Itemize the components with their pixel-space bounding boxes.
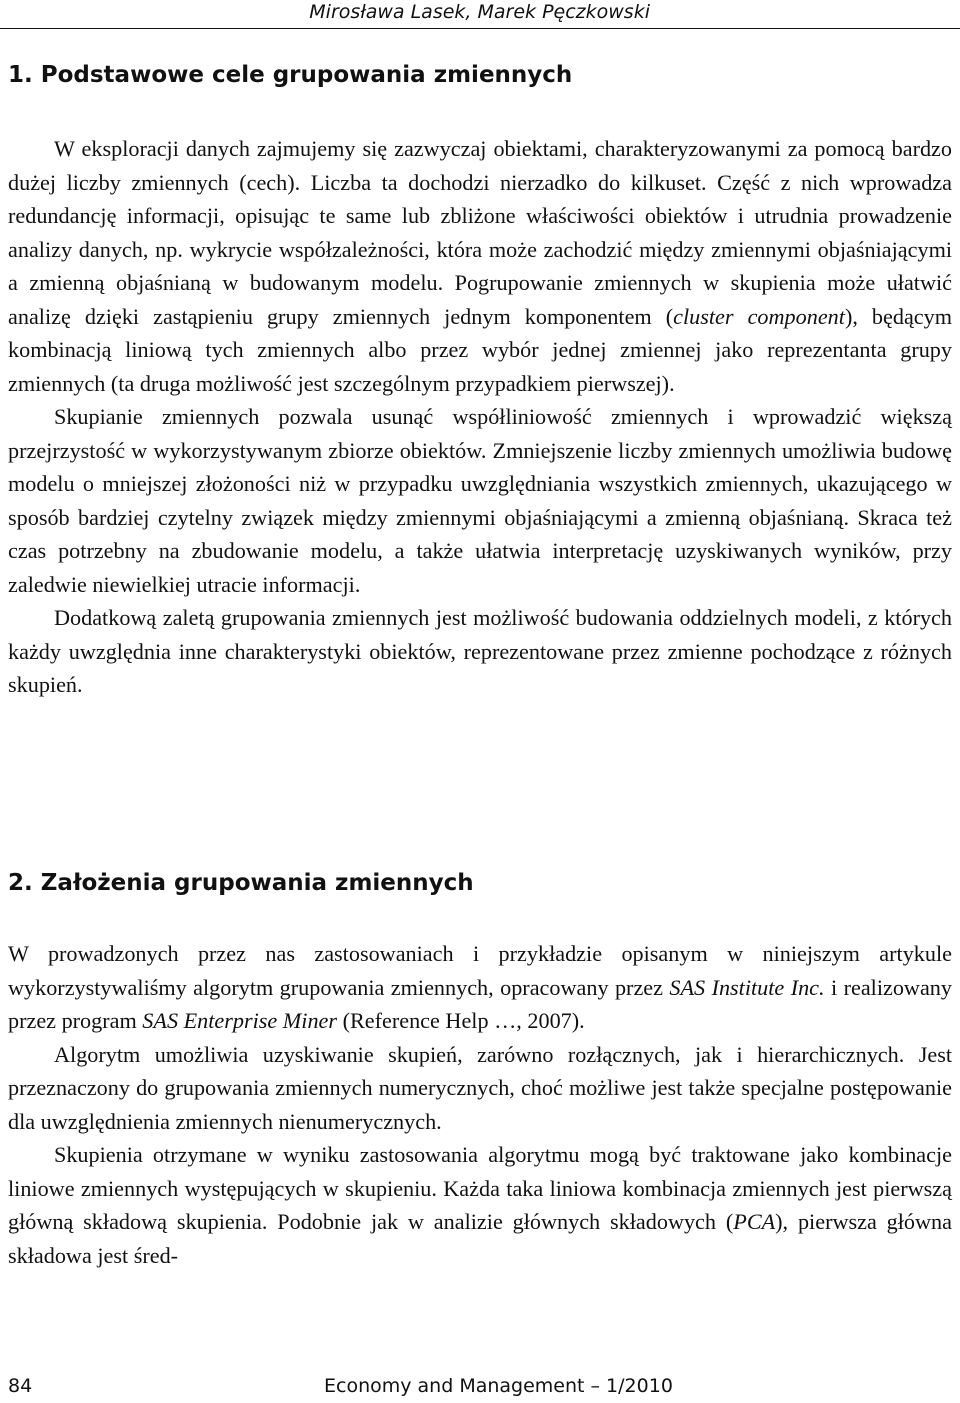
section-2-paragraph-3: Skupienia otrzymane w wyniku zastosowania algorytmu mogą być traktowane jako kombinacje liniowe zmiennych występujących w skupieniu. Każda taka liniowa kombinacja zmiennych jest pierwszą główną składową skupienia. Podobnie jak w analizie głównych składowych (PCA), pierwsza główna składowa jest śred-	[8, 1142, 952, 1268]
section-1-heading: 1. Podstawowe cele grupowania zmiennych	[8, 62, 573, 88]
section-2-heading: 2. Założenia grupowania zmiennych	[8, 870, 474, 896]
section-1-body	[8, 132, 952, 702]
section-1-paragraph-2: Skupianie zmiennych pozwala usunąć współliniowość zmiennych i wprowadzić większą przejrzystość w wykorzystywanym zbiorze obiektów. Zmniejszenie liczby zmiennych umożliwia budowę modelu o mniejszej złożoności niż w przypadku uwzględniania wszystkich zmiennych, ukazującego w sposób bardziej czytelny związek między zmiennymi objaśniającymi a zmienną objaśnianą. Skraca też czas potrzebny na zbudowanie modelu, a także ułatwia interpretację uzyskiwanych wyników, przy zaledwie niewielkiej utracie informacji.	[8, 404, 952, 597]
section-2-body	[8, 937, 952, 1272]
emphasis-term: cluster component	[673, 303, 845, 329]
emphasis-abbreviation: PCA	[733, 1209, 776, 1234]
emphasis-company: SAS Institute Inc.	[669, 974, 825, 1000]
page-number: 84	[8, 1375, 33, 1397]
page-footer	[8, 1374, 673, 1398]
running-head-authors: Mirosława Lasek, Marek Pęczkowski	[309, 1, 650, 23]
section-1-paragraph-1: W eksploracji danych zajmujemy się zazwyczaj obiektami, charakteryzowanymi za pomocą bardzo dużej liczby zmiennych (cech). Liczba ta dochodzi nierzadko do kilkuset. Część z nich wprowadza redundancję informacji, opisując te same lub zbliżone właściwości obiektów i utrudnia prowadzenie analizy danych, np. wykrycie współzależności, która może zachodzić między zmiennymi objaśniającymi a zmienną objaśnianą w budowanym modelu. Pogrupowanie zmiennych w skupienia może ułatwić analizę dzięki zastąpieniu grupy zmiennych jednym komponentem (cluster component), będącym kombinacją liniową tych zmiennych albo przez wybór jednej zmiennej jako reprezentanta grupy zmiennych (ta druga możliwość jest szczególnym przypadkiem pierwszej).	[8, 136, 953, 396]
journal-name: Economy and Management – 1/2010	[324, 1375, 673, 1397]
section-2-paragraph-2: Algorytm umożliwia uzyskiwanie skupień, zarówno rozłącznych, jak i hierarchicznych. Jest przeznaczony do grupowania zmiennych numerycznych, choć możliwe jest także specjalne postępowanie dla uwzględnienia zmiennych nienumerycznych.	[8, 1041, 952, 1134]
header-rule	[0, 28, 960, 29]
section-2-paragraph-1: W prowadzonych przez nas zastosowaniach i przykładzie opisanym w niniejszym artykule wykorzystywaliśmy algorytm grupowania zmiennych, opracowany przez SAS Institute Inc. i realizowany przez program SAS Enterprise Miner (Reference Help …, 2007).	[8, 941, 952, 1033]
section-1-paragraph-3: Dodatkową zaletą grupowania zmiennych jest możliwość budowania oddzielnych modeli, z których każdy uwzględnia inne charakterystyki obiektów, reprezentowane przez zmienne pochodzące z różnych skupień.	[8, 605, 952, 697]
emphasis-software: SAS Enterprise Miner	[142, 1008, 338, 1033]
